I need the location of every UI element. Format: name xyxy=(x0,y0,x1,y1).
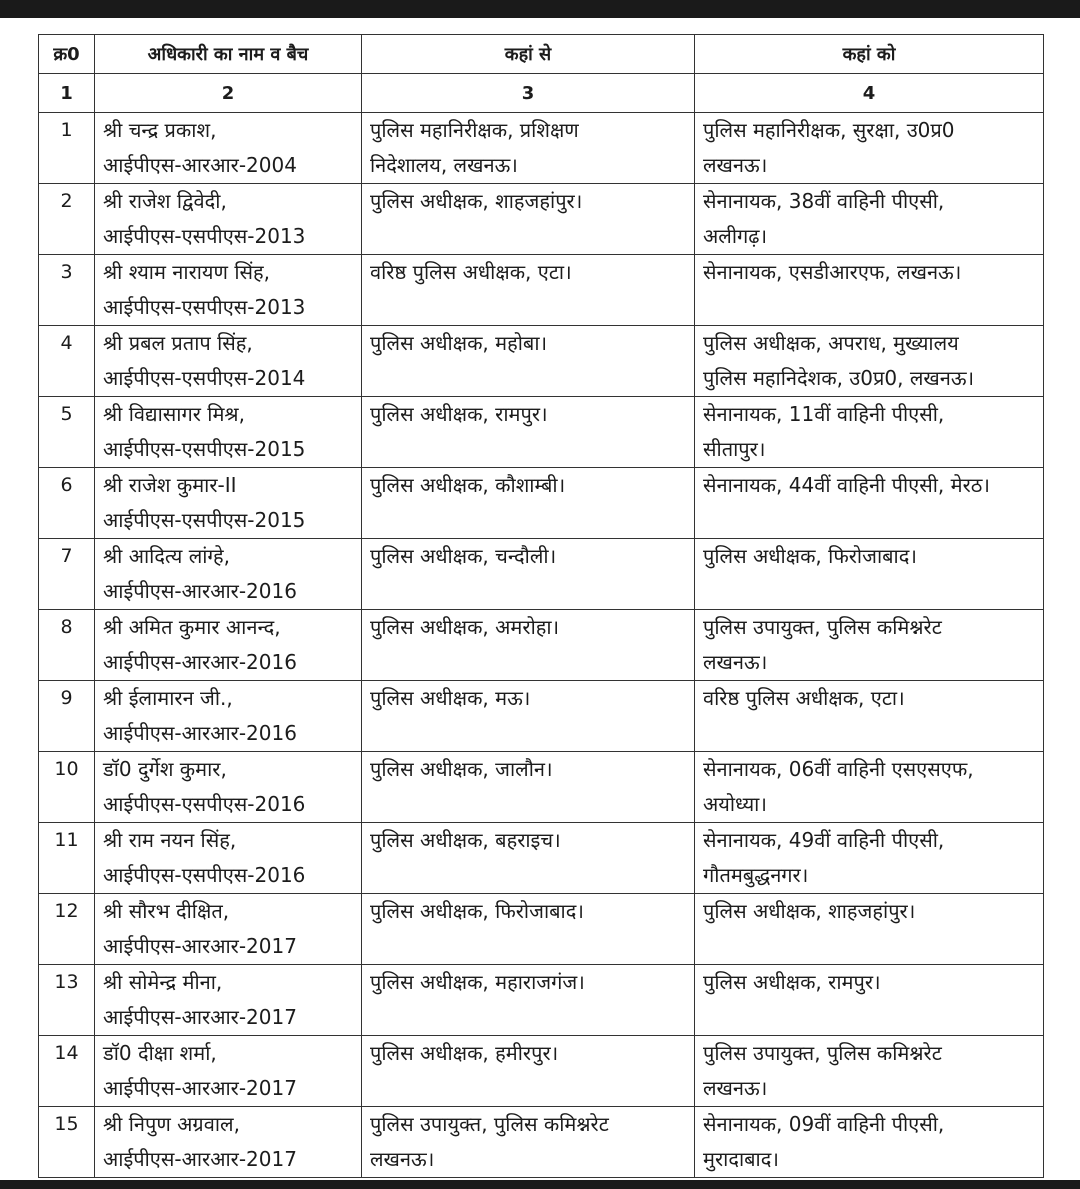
table-row xyxy=(39,681,1044,752)
from-cell xyxy=(362,894,695,965)
officer-name: डॉ0 दुर्गेश कुमार, xyxy=(103,757,227,781)
serial-cell: 7 xyxy=(39,539,95,610)
officer-cell xyxy=(95,326,362,397)
header-officer-name-batch: अधिकारी का नाम व बैच xyxy=(95,35,362,74)
to-cell xyxy=(695,610,1044,681)
serial-cell: 11 xyxy=(39,823,95,894)
officer-batch: आईपीएस-आरआर-2017 xyxy=(103,1005,297,1029)
header-from: कहां से xyxy=(362,35,695,74)
from-line: पुलिस अधीक्षक, रामपुर। xyxy=(370,402,548,426)
from-line: पुलिस अधीक्षक, जालौन। xyxy=(370,757,553,781)
from-cell xyxy=(362,1036,695,1107)
from-cell xyxy=(362,184,695,255)
to-cell xyxy=(695,184,1044,255)
header-row xyxy=(39,35,1044,74)
to-line: गौतमबुद्धनगर। xyxy=(703,863,809,887)
from-cell xyxy=(362,823,695,894)
to-line: पुलिस महानिदेशक, उ0प्र0, लखनऊ। xyxy=(703,366,975,390)
officer-name: श्री राजेश द्विवेदी, xyxy=(103,189,227,213)
to-cell xyxy=(695,539,1044,610)
to-line: सीतापुर। xyxy=(703,437,766,461)
to-line: पुलिस उपायुक्त, पुलिस कमिश्नरेट xyxy=(703,1041,942,1065)
officer-cell xyxy=(95,681,362,752)
to-line: लखनऊ। xyxy=(703,1076,768,1100)
to-line: पुलिस उपायुक्त, पुलिस कमिश्नरेट xyxy=(703,615,942,639)
officer-name: श्री प्रबल प्रताप सिंह, xyxy=(103,331,253,355)
officer-cell xyxy=(95,823,362,894)
to-cell xyxy=(695,255,1044,326)
header-to: कहां को xyxy=(695,35,1044,74)
table-row xyxy=(39,823,1044,894)
from-line: वरिष्ठ पुलिस अधीक्षक, एटा। xyxy=(370,260,572,284)
to-line: पुलिस अधीक्षक, शाहजहांपुर। xyxy=(703,899,916,923)
to-cell xyxy=(695,752,1044,823)
officer-batch: आईपीएस-आरआर-2017 xyxy=(103,934,297,958)
to-line: पुलिस अधीक्षक, अपराध, मुख्यालय xyxy=(703,331,959,355)
table-row xyxy=(39,610,1044,681)
table-row xyxy=(39,397,1044,468)
from-cell xyxy=(362,255,695,326)
from-line: निदेशालय, लखनऊ। xyxy=(370,153,518,177)
officer-batch: आईपीएस-आरआर-2017 xyxy=(103,1076,297,1100)
column-number: 1 xyxy=(39,74,95,113)
from-cell xyxy=(362,681,695,752)
to-line: सेनानायक, 06वीं वाहिनी एसएसएफ, xyxy=(703,757,974,781)
officer-batch: आईपीएस-एसपीएस-2016 xyxy=(103,792,306,816)
officer-batch: आईपीएस-एसपीएस-2014 xyxy=(103,366,306,390)
serial-cell: 2 xyxy=(39,184,95,255)
officer-name: श्री चन्द्र प्रकाश, xyxy=(103,118,217,142)
to-line: लखनऊ। xyxy=(703,650,768,674)
table-row xyxy=(39,965,1044,1036)
column-number: 3 xyxy=(362,74,695,113)
officer-cell xyxy=(95,1036,362,1107)
serial-cell: 8 xyxy=(39,610,95,681)
to-line: सेनानायक, 38वीं वाहिनी पीएसी, xyxy=(703,189,945,213)
from-line: पुलिस अधीक्षक, शाहजहांपुर। xyxy=(370,189,583,213)
from-cell xyxy=(362,965,695,1036)
officer-batch: आईपीएस-आरआर-2004 xyxy=(103,153,297,177)
serial-cell: 14 xyxy=(39,1036,95,1107)
officer-name: श्री निपुण अग्रवाल, xyxy=(103,1112,240,1136)
officer-name: श्री अमित कुमार आनन्द, xyxy=(103,615,281,639)
to-cell xyxy=(695,965,1044,1036)
from-cell xyxy=(362,752,695,823)
from-cell xyxy=(362,539,695,610)
table-row xyxy=(39,539,1044,610)
officer-cell xyxy=(95,397,362,468)
to-line: सेनानायक, 49वीं वाहिनी पीएसी, xyxy=(703,828,945,852)
table-row xyxy=(39,752,1044,823)
bottom-dark-bar xyxy=(0,1180,1080,1189)
document-page xyxy=(0,18,1080,1180)
serial-cell: 12 xyxy=(39,894,95,965)
from-line: पुलिस अधीक्षक, मऊ। xyxy=(370,686,531,710)
table-row xyxy=(39,255,1044,326)
officer-cell xyxy=(95,113,362,184)
header-serial: क्र0 xyxy=(39,35,95,74)
officer-batch: आईपीएस-एसपीएस-2013 xyxy=(103,295,306,319)
to-cell xyxy=(695,397,1044,468)
officer-name: डॉ0 दीक्षा शर्मा, xyxy=(103,1041,217,1065)
officer-batch: आईपीएस-एसपीएस-2013 xyxy=(103,224,306,248)
officer-cell xyxy=(95,255,362,326)
column-number-row xyxy=(39,74,1044,113)
officer-batch: आईपीएस-आरआर-2016 xyxy=(103,579,297,603)
from-cell xyxy=(362,610,695,681)
to-line: पुलिस अधीक्षक, रामपुर। xyxy=(703,970,881,994)
column-number: 2 xyxy=(95,74,362,113)
officer-name: श्री सोमेन्द्र मीना, xyxy=(103,970,223,994)
table-row xyxy=(39,1107,1044,1178)
from-line: पुलिस अधीक्षक, हमीरपुर। xyxy=(370,1041,559,1065)
to-line: वरिष्ठ पुलिस अधीक्षक, एटा। xyxy=(703,686,905,710)
from-line: पुलिस महानिरीक्षक, प्रशिक्षण xyxy=(370,118,579,142)
officer-name: श्री श्याम नारायण सिंह, xyxy=(103,260,271,284)
from-cell xyxy=(362,1107,695,1178)
serial-cell: 9 xyxy=(39,681,95,752)
serial-cell: 13 xyxy=(39,965,95,1036)
to-line: पुलिस अधीक्षक, फिरोजाबाद। xyxy=(703,544,917,568)
to-cell xyxy=(695,681,1044,752)
officer-name: श्री ईलामारन जी., xyxy=(103,686,233,710)
to-line: मुरादाबाद। xyxy=(703,1147,779,1171)
serial-cell: 6 xyxy=(39,468,95,539)
officer-name: श्री सौरभ दीक्षित, xyxy=(103,899,230,923)
top-dark-bar xyxy=(0,0,1080,18)
to-cell xyxy=(695,1107,1044,1178)
to-line: सेनानायक, एसडीआरएफ, लखनऊ। xyxy=(703,260,962,284)
from-line: पुलिस अधीक्षक, अमरोहा। xyxy=(370,615,560,639)
officer-cell xyxy=(95,965,362,1036)
officer-name: श्री राम नयन सिंह, xyxy=(103,828,237,852)
officer-name: श्री विद्यासागर मिश्र, xyxy=(103,402,245,426)
officer-batch: आईपीएस-एसपीएस-2015 xyxy=(103,508,306,532)
officer-batch: आईपीएस-आरआर-2016 xyxy=(103,721,297,745)
serial-cell: 3 xyxy=(39,255,95,326)
to-cell xyxy=(695,894,1044,965)
to-line: सेनानायक, 11वीं वाहिनी पीएसी, xyxy=(703,402,945,426)
table-row xyxy=(39,468,1044,539)
from-line: पुलिस अधीक्षक, बहराइच। xyxy=(370,828,561,852)
to-line: लखनऊ। xyxy=(703,153,768,177)
to-cell xyxy=(695,823,1044,894)
to-cell xyxy=(695,113,1044,184)
serial-cell: 4 xyxy=(39,326,95,397)
officer-cell xyxy=(95,1107,362,1178)
from-line: पुलिस अधीक्षक, फिरोजाबाद। xyxy=(370,899,584,923)
from-cell xyxy=(362,397,695,468)
officer-cell xyxy=(95,894,362,965)
serial-cell: 15 xyxy=(39,1107,95,1178)
serial-cell: 5 xyxy=(39,397,95,468)
to-line: अलीगढ़। xyxy=(703,224,768,248)
from-line: पुलिस उपायुक्त, पुलिस कमिश्नरेट xyxy=(370,1112,609,1136)
to-cell xyxy=(695,468,1044,539)
table-row xyxy=(39,184,1044,255)
to-line: सेनानायक, 09वीं वाहिनी पीएसी, xyxy=(703,1112,945,1136)
to-cell xyxy=(695,326,1044,397)
officer-batch: आईपीएस-आरआर-2017 xyxy=(103,1147,297,1171)
column-number: 4 xyxy=(695,74,1044,113)
from-line: पुलिस अधीक्षक, महाराजगंज। xyxy=(370,970,585,994)
to-line: पुलिस महानिरीक्षक, सुरक्षा, उ0प्र0 xyxy=(703,118,955,142)
table-row xyxy=(39,113,1044,184)
from-cell xyxy=(362,113,695,184)
officer-cell xyxy=(95,539,362,610)
from-cell xyxy=(362,468,695,539)
officer-batch: आईपीएस-एसपीएस-2016 xyxy=(103,863,306,887)
officer-batch: आईपीएस-एसपीएस-2015 xyxy=(103,437,306,461)
to-line: सेनानायक, 44वीं वाहिनी पीएसी, मेरठ। xyxy=(703,473,990,497)
officer-batch: आईपीएस-आरआर-2016 xyxy=(103,650,297,674)
officer-cell xyxy=(95,184,362,255)
table-row xyxy=(39,1036,1044,1107)
from-line: पुलिस अधीक्षक, कौशाम्बी। xyxy=(370,473,566,497)
from-line: पुलिस अधीक्षक, चन्दौली। xyxy=(370,544,557,568)
to-line: अयोध्या। xyxy=(703,792,767,816)
serial-cell: 10 xyxy=(39,752,95,823)
table-row xyxy=(39,894,1044,965)
from-line: लखनऊ। xyxy=(370,1147,435,1171)
officer-cell xyxy=(95,752,362,823)
from-line: पुलिस अधीक्षक, महोबा। xyxy=(370,331,548,355)
from-cell xyxy=(362,326,695,397)
serial-cell: 1 xyxy=(39,113,95,184)
to-cell xyxy=(695,1036,1044,1107)
officer-cell xyxy=(95,468,362,539)
table-row xyxy=(39,326,1044,397)
officer-name: श्री आदित्य लांग्हे, xyxy=(103,544,231,568)
transfer-table xyxy=(38,34,1044,1178)
officer-cell xyxy=(95,610,362,681)
officer-name: श्री राजेश कुमार-II xyxy=(103,473,237,497)
